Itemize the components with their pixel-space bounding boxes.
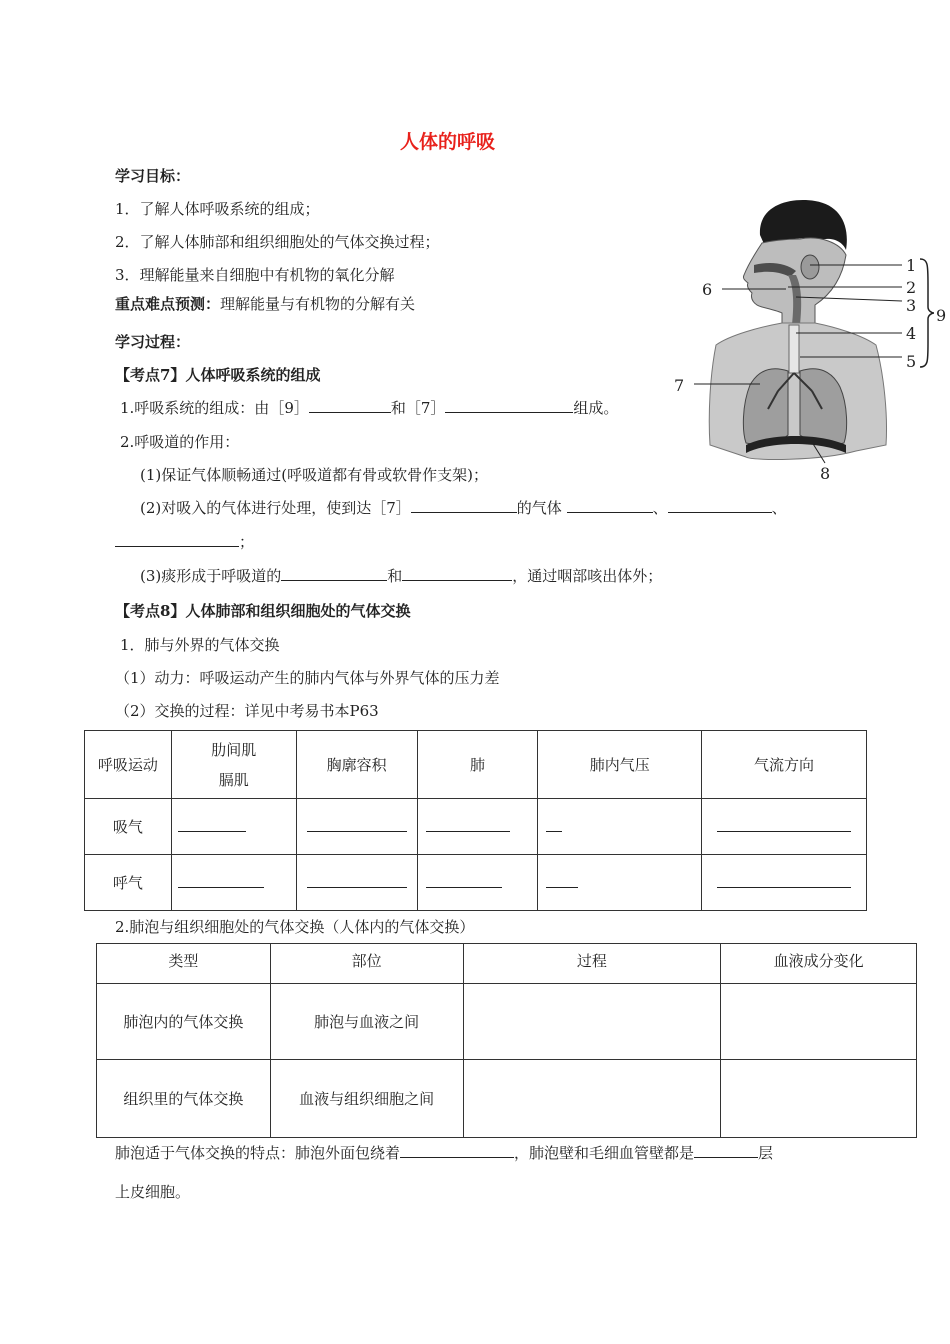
key-points-label: 重点难点预测： — [115, 295, 221, 313]
trachea — [789, 325, 799, 373]
answer-cell[interactable] — [296, 799, 417, 855]
col-header: 呼吸运动 — [85, 731, 172, 799]
table-row — [97, 984, 917, 1060]
kp7-q2: 2.呼吸道的作用： — [120, 433, 240, 451]
table-row — [85, 799, 867, 855]
diagram-label-6: 6 — [702, 280, 713, 299]
kp8-1-2: （2）交换的过程：详见中考易书本P63 — [115, 702, 379, 720]
row-location: 肺泡与血液之间 — [270, 984, 463, 1060]
answer-blank[interactable] — [567, 498, 653, 513]
answer-cell[interactable] — [296, 855, 417, 911]
alveoli-text: 层 — [758, 1144, 774, 1162]
brace-9 — [920, 259, 934, 367]
respiratory-diagram — [670, 195, 950, 485]
diagram-label-7: 7 — [674, 376, 685, 395]
key-points-text: 理解能量与有机物的分解有关 — [220, 295, 416, 313]
kp7-q2-2-cont — [115, 531, 254, 552]
alveoli-text: ，肺泡壁和毛细血管壁都是 — [514, 1144, 695, 1162]
kp7-q2-1: (1)保证气体顺畅通过(呼吸道都有骨或软骨作支架)； — [140, 466, 488, 484]
kp8-heading: 【考点8】人体肺部和组织细胞处的气体交换 — [115, 602, 411, 620]
kp7-q2-3 — [140, 565, 662, 586]
separator: 、 — [771, 499, 787, 517]
kp8-1: 1．肺与外界的气体交换 — [120, 636, 280, 654]
gas-exchange-table — [96, 943, 917, 1138]
kp7-q2-2-text: (2)对吸入的气体进行处理，使到达［7］ — [140, 499, 411, 517]
answer-cell[interactable] — [721, 984, 917, 1060]
alveoli-text: 肺泡适于气体交换的特点：肺泡外面包绕着 — [115, 1144, 401, 1162]
answer-blank[interactable] — [445, 398, 573, 413]
answer-blank[interactable] — [694, 1143, 758, 1158]
goal-item: 1．了解人体呼吸系统的组成； — [115, 200, 320, 218]
kp7-q1-text: 1.呼吸系统的组成：由［9］ — [120, 399, 309, 417]
answer-cell[interactable] — [171, 855, 296, 911]
col-header-line: 肋间肌 — [211, 740, 257, 759]
diagram-label-1: 1 — [906, 256, 917, 275]
goal-item: 3．理解能量来自细胞中有机物的氧化分解 — [115, 266, 395, 284]
diagram-label-9: 9 — [936, 306, 947, 325]
separator: 、 — [652, 499, 668, 517]
kp7-q2-2-end: ； — [239, 533, 255, 551]
row-type: 组织里的气体交换 — [97, 1060, 271, 1138]
kp7-q2-3-text: ，通过咽部咳出体外； — [512, 567, 663, 585]
diagram-label-4: 4 — [906, 324, 917, 343]
kp7-q2-2 — [140, 497, 787, 518]
answer-cell[interactable] — [702, 855, 867, 911]
goal-item: 2．了解人体肺部和组织细胞处的气体交换过程； — [115, 233, 440, 251]
row-location: 血液与组织细胞之间 — [270, 1060, 463, 1138]
kp7-q1-text: 和［7］ — [390, 399, 446, 417]
diagram-label-2: 2 — [906, 278, 917, 297]
col-header: 气流方向 — [702, 731, 867, 799]
answer-cell[interactable] — [463, 1060, 721, 1138]
diagram-label-8: 8 — [820, 464, 831, 483]
col-header: 胸廓容积 — [296, 731, 417, 799]
col-header: 血液成分变化 — [721, 944, 917, 984]
answer-cell[interactable] — [538, 799, 702, 855]
page-title: 人体的呼吸 — [400, 131, 496, 153]
kp8-2: 2.肺泡与组织细胞处的气体交换（人体内的气体交换） — [115, 918, 475, 936]
kp7-q2-3-text: (3)痰形成于呼吸道的 — [140, 567, 282, 585]
answer-cell[interactable] — [171, 799, 296, 855]
answer-blank[interactable] — [115, 532, 239, 547]
answer-cell[interactable] — [721, 1060, 917, 1138]
alveoli-question — [115, 1142, 773, 1163]
kp7-q1-text: 组成。 — [573, 399, 619, 417]
answer-blank[interactable] — [400, 1143, 514, 1158]
goals-heading: 学习目标： — [115, 167, 191, 185]
answer-blank[interactable] — [281, 566, 387, 581]
breathing-table — [84, 730, 867, 911]
diagram-label-5: 5 — [906, 352, 917, 371]
kp8-1-1: （1）动力：呼吸运动产生的肺内气体与外界气体的压力差 — [115, 669, 500, 687]
kp7-heading: 【考点7】人体呼吸系统的组成 — [115, 366, 321, 384]
table-row — [85, 855, 867, 911]
kp7-q2-3-text: 和 — [387, 567, 403, 585]
answer-cell[interactable] — [417, 855, 538, 911]
table-row — [97, 1060, 917, 1138]
answer-cell[interactable] — [538, 855, 702, 911]
col-header: 部位 — [270, 944, 463, 984]
answer-blank[interactable] — [411, 498, 517, 513]
ear — [801, 255, 819, 279]
answer-blank[interactable] — [309, 398, 391, 413]
col-header: 类型 — [97, 944, 271, 984]
kp7-q1 — [120, 397, 618, 418]
answer-cell[interactable] — [702, 799, 867, 855]
col-header: 肺 — [417, 731, 538, 799]
col-header: 肺内气压 — [538, 731, 702, 799]
row-header: 呼气 — [85, 855, 172, 911]
row-header: 吸气 — [85, 799, 172, 855]
answer-cell[interactable] — [417, 799, 538, 855]
diagram-label-3: 3 — [906, 296, 917, 315]
key-points — [115, 293, 415, 314]
kp7-q2-2-text: 的气体 — [516, 499, 562, 517]
alveoli-question-cont: 上皮细胞。 — [115, 1183, 191, 1201]
process-heading: 学习过程： — [115, 333, 191, 351]
row-type: 肺泡内的气体交换 — [97, 984, 271, 1060]
col-header — [171, 731, 296, 799]
answer-blank[interactable] — [668, 498, 772, 513]
col-header-line: 膈肌 — [218, 770, 249, 789]
answer-cell[interactable] — [463, 984, 721, 1060]
answer-blank[interactable] — [402, 566, 512, 581]
col-header: 过程 — [463, 944, 721, 984]
